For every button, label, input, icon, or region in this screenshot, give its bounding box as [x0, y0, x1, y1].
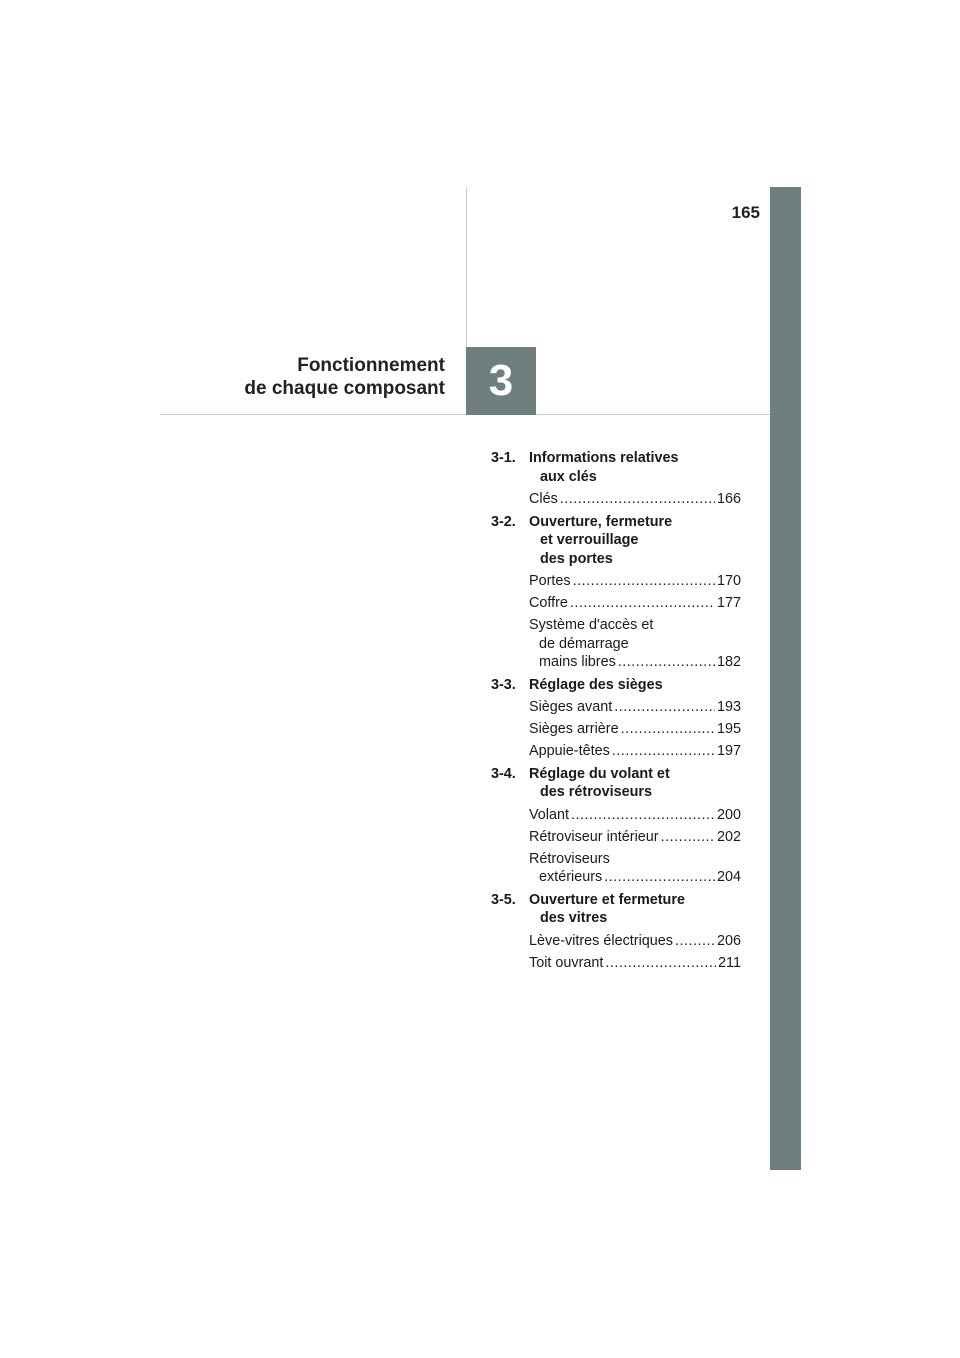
toc-entry-title: Clés: [529, 491, 558, 507]
toc-entry[interactable]: [529, 932, 741, 951]
toc-entry-title: Lève-vitres électriques: [529, 932, 673, 949]
toc-entry[interactable]: [529, 954, 741, 973]
toc-section-title: Ouverture, fermeture: [529, 513, 673, 530]
toc-entry-page: 206: [716, 932, 741, 949]
chapter-title: [160, 354, 445, 400]
dot-leader: [560, 490, 715, 509]
toc-entry-line: [529, 742, 741, 761]
toc-section-title: Informations relatives: [529, 450, 679, 466]
toc-entry-page: 211: [718, 954, 741, 971]
toc-section-heading[interactable]: [491, 513, 741, 569]
horizontal-rule: [160, 414, 770, 415]
toc-entry[interactable]: [529, 594, 741, 613]
toc-entry[interactable]: [529, 490, 741, 509]
toc-section-heading[interactable]: [491, 676, 741, 695]
toc-entry-page: 200: [716, 806, 741, 823]
toc-section-number: 3-2.: [491, 513, 516, 530]
toc-entry-page: 170: [716, 573, 741, 589]
toc-entry-title: Système d'accès et: [529, 617, 654, 633]
dot-leader: [661, 828, 715, 847]
dot-leader: [571, 806, 715, 825]
toc-entry-title: Coffre: [529, 595, 568, 611]
toc-entry[interactable]: [529, 698, 741, 717]
page-number: 165: [731, 203, 760, 222]
toc-entry-line: [529, 594, 741, 613]
toc-entry-line: [529, 572, 741, 591]
toc-entry-title: de démarrage: [539, 635, 629, 652]
toc-entry[interactable]: [529, 720, 741, 739]
toc-entry[interactable]: [529, 742, 741, 761]
dot-leader: [675, 932, 715, 951]
table-of-contents: [491, 449, 741, 976]
dot-leader: [614, 698, 715, 717]
chapter-number-box: [466, 347, 536, 415]
toc-section: [491, 676, 741, 761]
toc-entry-title: Appuie-têtes: [529, 743, 610, 759]
toc-entry-title: Sièges arrière: [529, 721, 619, 737]
dot-leader: [604, 868, 715, 887]
dot-leader: [570, 594, 715, 613]
toc-entry-page: 193: [716, 699, 741, 715]
toc-section: [491, 449, 741, 509]
toc-entry[interactable]: [529, 616, 741, 672]
toc-entry-line: [529, 720, 741, 739]
toc-section-heading[interactable]: [491, 449, 741, 486]
toc-section-heading[interactable]: [491, 891, 741, 928]
toc-section-number: 3-5.: [491, 891, 516, 908]
toc-entry-page: 177: [716, 595, 741, 611]
dot-leader: [612, 742, 715, 761]
toc-entry-page: 197: [716, 743, 741, 759]
dot-leader: [605, 954, 716, 973]
toc-section-number: 3-1.: [491, 450, 516, 466]
toc-entry-page: 166: [716, 491, 741, 507]
toc-entry-line: [529, 828, 741, 847]
toc-entry-line: [529, 490, 741, 509]
toc-entry[interactable]: [529, 806, 741, 825]
toc-entry-line: [529, 806, 741, 825]
dot-leader: [621, 720, 715, 739]
toc-section-title: Réglage du volant et: [529, 765, 670, 782]
dot-leader: [573, 572, 715, 591]
toc-entry-line: [529, 932, 741, 951]
toc-entry[interactable]: [529, 828, 741, 847]
toc-section-title: des portes: [540, 550, 613, 567]
chapter-number: 3: [488, 356, 514, 405]
toc-section-title: aux clés: [540, 468, 597, 485]
chapter-side-tab: [770, 187, 801, 1170]
toc-entry-title: Toit ouvrant: [529, 954, 604, 971]
toc-entry[interactable]: [529, 850, 741, 887]
toc-entry-title: mains libres: [539, 654, 616, 670]
chapter-title-line: Fonctionnement: [297, 355, 445, 376]
toc-entry-page: 202: [716, 828, 741, 845]
toc-entry-page: 204: [716, 869, 741, 885]
toc-entry[interactable]: [529, 572, 741, 591]
toc-section: [491, 513, 741, 672]
toc-entry-line: [529, 653, 741, 672]
toc-section: [491, 765, 741, 887]
toc-entry-page: 182: [716, 654, 741, 670]
toc-entry-title: Sièges avant: [529, 699, 613, 715]
toc-section-number: 3-4.: [491, 765, 516, 782]
toc-entry-title: Rétroviseur intérieur: [529, 828, 659, 845]
toc-entry-title: extérieurs: [539, 869, 603, 885]
toc-section-number: 3-3.: [491, 676, 516, 693]
toc-section-heading[interactable]: [491, 765, 741, 802]
dot-leader: [618, 653, 715, 672]
toc-entry-page: 195: [716, 721, 741, 737]
chapter-title-line: de chaque composant: [244, 378, 445, 399]
toc-entry-title: Rétroviseurs: [529, 850, 610, 867]
toc-entry-title: Portes: [529, 573, 571, 589]
toc-section-title: des vitres: [540, 910, 608, 926]
toc-section-title: et verrouillage: [540, 532, 639, 548]
toc-section: [491, 891, 741, 973]
toc-entry-line: [529, 954, 741, 973]
vertical-rule: [466, 187, 467, 347]
toc-section-title: des rétroviseurs: [540, 784, 652, 800]
toc-entry-title: Volant: [529, 806, 570, 823]
toc-entry-line: [529, 698, 741, 717]
toc-section-title: Réglage des sièges: [529, 676, 663, 693]
toc-entry-line: [529, 868, 741, 887]
toc-section-title: Ouverture et fermeture: [529, 891, 685, 908]
